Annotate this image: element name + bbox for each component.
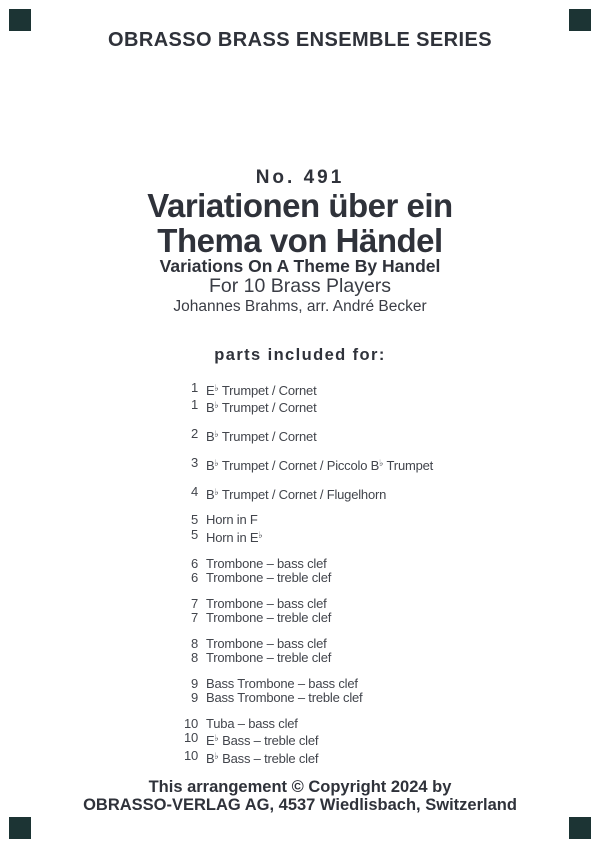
work-title-german	[0, 188, 600, 258]
composer-arranger-byline: Johannes Brahms, arr. André Becker	[173, 298, 427, 315]
part-row	[168, 731, 433, 748]
catalog-number: No. 491	[255, 167, 345, 188]
part-label: Trombone – treble clef	[206, 609, 332, 625]
part-row	[168, 611, 433, 625]
flat-sign: ♭	[214, 429, 219, 440]
part-row	[168, 528, 433, 545]
part-number: 5	[190, 512, 198, 528]
part-row	[168, 651, 433, 665]
part-row	[168, 513, 433, 527]
part-row	[168, 427, 433, 444]
part-label: Bass Trombone – bass clef	[206, 675, 358, 691]
flat-sign: ♭	[214, 457, 219, 468]
corner-marker-top-right	[569, 9, 591, 31]
part-number: 3	[190, 454, 198, 470]
corner-marker-bottom-right	[569, 817, 591, 839]
flat-sign: ♭	[379, 457, 384, 468]
part-group	[168, 637, 433, 666]
copyright-line: This arrangement © Copyright 2024 by	[148, 778, 452, 796]
part-number: 8	[190, 635, 198, 651]
part-number: 1	[190, 397, 198, 413]
part-label: B♭ Trumpet / Cornet / Piccolo B♭ Trumpet	[206, 457, 434, 473]
part-number: 8	[190, 650, 198, 666]
part-group	[168, 456, 433, 473]
part-number: 6	[190, 555, 198, 571]
part-label: Trombone – bass clef	[206, 595, 327, 611]
part-row	[168, 557, 433, 571]
part-group	[168, 485, 433, 502]
work-title-english: Variations On A Theme By Handel	[159, 256, 441, 276]
work-title-german-line2: Thema von Händel	[157, 222, 443, 259]
part-group	[168, 557, 433, 586]
part-number: 7	[190, 609, 198, 625]
part-group	[168, 381, 433, 416]
part-number: 6	[190, 569, 198, 585]
parts-list	[168, 381, 433, 777]
part-label: Trombone – bass clef	[206, 635, 327, 651]
parts-heading: parts included for:	[214, 346, 386, 364]
publisher-line: OBRASSO-VERLAG AG, 4537 Wiedlisbach, Switzerland	[83, 796, 517, 814]
part-row	[168, 749, 433, 766]
part-row	[168, 485, 433, 502]
part-row	[168, 637, 433, 651]
part-label: Horn in E♭	[206, 529, 263, 545]
part-group	[168, 677, 433, 706]
part-number: 10	[183, 747, 198, 763]
part-row	[168, 677, 433, 691]
series-header: OBRASSO BRASS ENSEMBLE SERIES	[108, 29, 492, 51]
flat-sign: ♭	[258, 529, 263, 540]
part-label: Horn in F	[206, 512, 258, 528]
part-row	[168, 691, 433, 705]
flat-sign: ♭	[214, 400, 219, 411]
part-label: B♭ Bass – treble clef	[206, 750, 319, 766]
part-number: 10	[183, 730, 198, 746]
part-number: 9	[190, 675, 198, 691]
part-number: 4	[190, 483, 198, 499]
part-label: E♭ Trumpet / Cornet	[206, 383, 317, 398]
scoring-line: For 10 Brass Players	[208, 275, 392, 297]
corner-marker-top-left	[9, 9, 31, 31]
flat-sign: ♭	[214, 750, 219, 761]
part-group	[168, 717, 433, 766]
corner-marker-bottom-left	[9, 817, 31, 839]
part-row	[168, 717, 433, 731]
part-number: 2	[190, 426, 198, 442]
part-label: Tuba – bass clef	[206, 715, 298, 731]
part-row	[168, 597, 433, 611]
part-label: Trombone – treble clef	[206, 569, 332, 585]
flat-sign: ♭	[214, 486, 219, 497]
part-label: Bass Trombone – treble clef	[206, 690, 363, 706]
part-group	[168, 427, 433, 444]
part-label: E♭ Bass – treble clef	[206, 733, 319, 749]
part-label: Trombone – treble clef	[206, 650, 332, 666]
part-number: 5	[190, 526, 198, 542]
part-group	[168, 597, 433, 626]
part-label: Trombone – bass clef	[206, 555, 327, 571]
work-title-german-line1: Variationen über ein	[147, 187, 453, 224]
part-row	[168, 571, 433, 585]
part-row	[168, 381, 433, 398]
part-number: 10	[183, 715, 198, 731]
part-label: B♭ Trumpet / Cornet	[206, 400, 317, 416]
part-number: 7	[190, 595, 198, 611]
flat-sign: ♭	[214, 733, 219, 744]
part-row	[168, 398, 433, 415]
part-label: B♭ Trumpet / Cornet / Flugelhorn	[206, 486, 387, 502]
part-row	[168, 456, 433, 473]
part-label: B♭ Trumpet / Cornet	[206, 429, 317, 445]
flat-sign: ♭	[214, 383, 219, 393]
part-number: 1	[190, 380, 198, 395]
part-group	[168, 513, 433, 545]
part-number: 9	[190, 690, 198, 706]
